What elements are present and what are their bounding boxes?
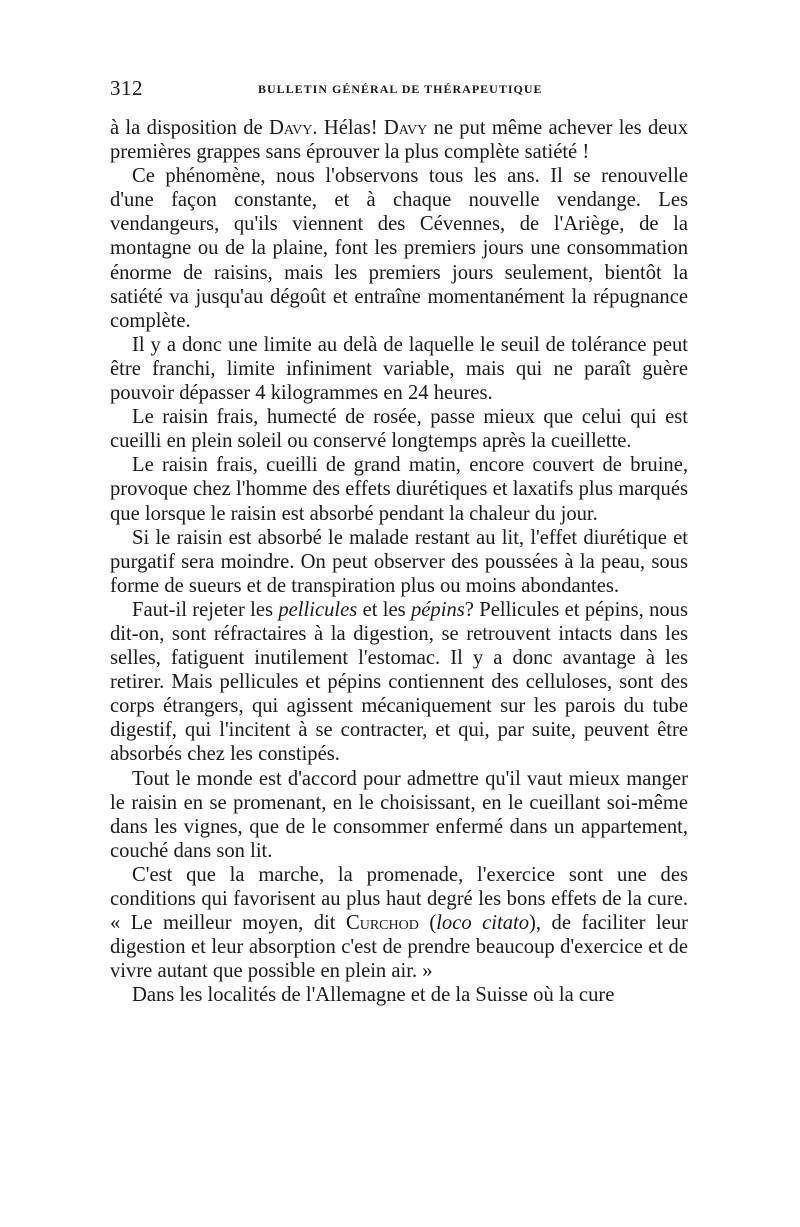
paragraph-9: C'est que la marche, la promenade, l'exercice sont une des conditions qui favorisent au plus haut degré les bons effets de la cure. « Le meilleur moyen, dit Curchod (loco citato), de faciliter leur digestion et leur absorption c'est de prendre beaucoup d'exercice et de vivre autant que possible en plein air. » bbox=[110, 863, 688, 983]
paragraph-4: Le raisin frais, humecté de rosée, passe mieux que celui qui est cueilli en plein soleil ou conservé longtemps après la cueillette. bbox=[110, 406, 688, 453]
paragraph-10: Dans les localités de l'Allemagne et de la Suisse où la cure bbox=[132, 984, 615, 1007]
paragraph-2: Ce phénomène, nous l'observons tous les ans. Il se renouvelle d'une façon constante, et à chaque nouvelle vendange. Les vendangeurs, qu'ils viennent des Cévennes, de l'Ariège, de la montagne ou de la plaine, font les premiers jours une consommation énorme de raisins, mais les premiers jours seulement, bientôt la satiété va jusqu'au dégoût et entraîne momentanément la répugnance complète. bbox=[110, 165, 688, 332]
body-text bbox=[110, 116, 688, 1007]
paragraph-7: Faut-il rejeter les pellicules et les pépins? Pellicules et pépins, nous dit-on, sont réfractaires à la digestion, se retrouvent intacts dans les selles, fatiguent inutilement l'estomac. Il y a donc avantage à les retirer. Mais pellicules et pépins contiennent des celluloses, sont des corps étrangers, qui agissent mécaniquement sur les parois du tube digestif, qui l'incitent à se contracter, et qui, par suite, peuvent être absorbés chez les constipés. bbox=[110, 598, 688, 766]
page-number: 312 bbox=[110, 76, 143, 100]
italic-term: loco citato bbox=[436, 912, 530, 935]
paragraph-8: Tout le monde est d'accord pour admettre qu'il vaut mieux manger le raisin en se promenant, en le choisissant, en le cueillant soi-même dans les vignes, que de le consommer enfermé dans un appartement, couché dans son lit. bbox=[110, 767, 688, 862]
author-name: Davy bbox=[383, 117, 428, 139]
author-name: Davy bbox=[269, 117, 313, 139]
author-name: Curchod bbox=[346, 912, 419, 935]
paragraph-3: Il y a donc une limite au delà de laquelle le seuil de tolérance peut être franchi, limite infiniment variable, mais qui ne paraît guère pouvoir dépasser 4 kilogrammes en 24 heures. bbox=[110, 333, 688, 405]
paragraph-6: Si le raisin est absorbé le malade restant au lit, l'effet diurétique et purgatif sera moindre. On peut observer des poussées à la peau, sous forme de sueurs et de transpiration plus ou moins abondantes. bbox=[110, 526, 688, 597]
paragraph-5: Le raisin frais, cueilli de grand matin, encore couvert de bruine, provoque chez l'homme des effets diurétiques et laxatifs plus marqués que lorsque le raisin est absorbé pendant la chaleur du jour. bbox=[110, 454, 688, 525]
running-title: BULLETIN GÉNÉRAL DE THÉRAPEUTIQUE bbox=[258, 82, 543, 96]
page-header bbox=[110, 76, 688, 104]
italic-term: pellicules bbox=[278, 598, 358, 621]
paragraph-1: à la disposition de Davy. Hélas! Davy ne put même achever les deux premières grappes sans éprouver la plus complète satiété ! bbox=[110, 117, 688, 164]
italic-term: pépins bbox=[411, 598, 465, 621]
